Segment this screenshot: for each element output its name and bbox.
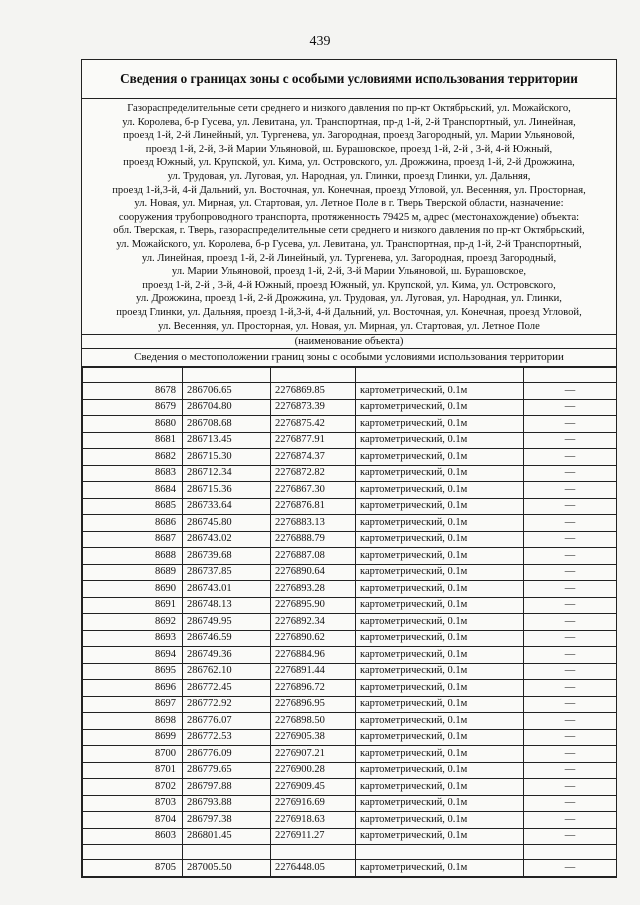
table-row — [83, 630, 617, 647]
coord-y: 2276895.90 — [271, 597, 356, 614]
accuracy-dash: — — [524, 482, 617, 499]
method-cell: картометрический, 0.1м — [356, 581, 524, 598]
coord-x: 286772.45 — [183, 680, 271, 697]
accuracy-dash: — — [524, 860, 617, 877]
point-number: 8692 — [83, 614, 183, 631]
coord-x: 286743.02 — [183, 531, 271, 548]
object-description — [82, 99, 616, 333]
table-row — [83, 779, 617, 796]
table-row — [83, 564, 617, 581]
table-row — [83, 828, 617, 845]
point-number: 8704 — [83, 812, 183, 829]
table-row — [83, 729, 617, 746]
accuracy-dash: — — [524, 647, 617, 664]
coord-x: 286706.65 — [183, 383, 271, 400]
accuracy-dash: — — [524, 449, 617, 466]
page-number: 439 — [309, 34, 331, 49]
coord-y: 2276909.45 — [271, 779, 356, 796]
description-line: ул. Линейная, проезд 1-й, 2-й Линейный, ул. Тургенева, ул. Загородная, проезд Загородный, — [141, 252, 557, 264]
coord-y: 2276896.95 — [271, 696, 356, 713]
method-cell: картометрический, 0.1м — [356, 515, 524, 532]
accuracy-dash: — — [524, 383, 617, 400]
point-number: 8700 — [83, 746, 183, 763]
method-cell: картометрический, 0.1м — [356, 696, 524, 713]
coord-y: 2276877.91 — [271, 432, 356, 449]
description-line: ул. Можайского, ул. Королева, б-р Гусева, ул. Левитана, ул. Транспортная, пр-д 1-й, 2-й Транспортный, — [116, 238, 582, 250]
coord-y: 2276875.42 — [271, 416, 356, 433]
method-cell: картометрический, 0.1м — [356, 647, 524, 664]
point-number: 8693 — [83, 630, 183, 647]
method-cell: картометрический, 0.1м — [356, 614, 524, 631]
coord-y: 2276896.72 — [271, 680, 356, 697]
method-cell: картометрический, 0.1м — [356, 860, 524, 877]
point-number: 8681 — [83, 432, 183, 449]
point-number: 8702 — [83, 779, 183, 796]
accuracy-dash: — — [524, 663, 617, 680]
table-row — [83, 399, 617, 416]
table-row — [83, 548, 617, 565]
empty-cell — [271, 368, 356, 383]
accuracy-dash: — — [524, 795, 617, 812]
coord-x: 286715.30 — [183, 449, 271, 466]
table-row — [83, 515, 617, 532]
table-row — [83, 614, 617, 631]
method-cell: картометрический, 0.1м — [356, 383, 524, 400]
accuracy-dash: — — [524, 762, 617, 779]
method-cell: картометрический, 0.1м — [356, 465, 524, 482]
coord-y: 2276883.13 — [271, 515, 356, 532]
coord-x: 286772.92 — [183, 696, 271, 713]
description-line: проезд 1-й, 2-й , 3-й, 4-й Южный, проезд Южный, ул. Крупской, ул. Кима, ул. Островского, — [142, 279, 556, 291]
table-row — [83, 663, 617, 680]
form-title: Сведения о границах зоны с особыми условиями использования территории — [82, 60, 616, 99]
empty-cell — [524, 845, 617, 860]
object-caption: (наименование объекта) — [82, 334, 616, 348]
table-row — [83, 762, 617, 779]
coord-y: 2276876.81 — [271, 498, 356, 515]
table-row — [83, 812, 617, 829]
description-line: ул. Новая, ул. Мирная, ул. Стартовая, ул. Летное Поле в г. Тверь Тверской области, назначение: — [134, 198, 564, 210]
point-number: 8685 — [83, 498, 183, 515]
coord-x: 286708.68 — [183, 416, 271, 433]
empty-cell — [356, 368, 524, 383]
coord-y: 2276905.38 — [271, 729, 356, 746]
method-cell: картометрический, 0.1м — [356, 399, 524, 416]
coord-y: 2276884.96 — [271, 647, 356, 664]
method-cell: картометрический, 0.1м — [356, 729, 524, 746]
point-number: 8698 — [83, 713, 183, 730]
coordinates-table — [82, 367, 617, 877]
accuracy-dash: — — [524, 729, 617, 746]
accuracy-dash: — — [524, 581, 617, 598]
description-line: проезд Южный, ул. Крупской, ул. Кима, ул. Островского, ул. Дрожжина, проезд 1-й, 2-й Дрожжина, — [123, 157, 575, 169]
description-line: ул. Трудовая, ул. Луговая, ул. Народная, ул. Глинки, проезд Глинки, ул. Дальняя, — [167, 170, 531, 182]
table-row — [83, 498, 617, 515]
accuracy-dash: — — [524, 614, 617, 631]
point-number: 8691 — [83, 597, 183, 614]
coord-y: 2276916.69 — [271, 795, 356, 812]
method-cell: картометрический, 0.1м — [356, 713, 524, 730]
section-title: Сведения о местоположении границ зоны с особыми условиями использования территории — [82, 348, 616, 367]
method-cell: картометрический, 0.1м — [356, 812, 524, 829]
method-cell: картометрический, 0.1м — [356, 531, 524, 548]
coord-y: 2276873.39 — [271, 399, 356, 416]
table-row — [83, 713, 617, 730]
point-number: 8687 — [83, 531, 183, 548]
method-cell: картометрический, 0.1м — [356, 449, 524, 466]
empty-cell — [183, 368, 271, 383]
coord-y: 2276893.28 — [271, 581, 356, 598]
accuracy-dash: — — [524, 548, 617, 565]
coord-x: 286749.36 — [183, 647, 271, 664]
point-number: 8690 — [83, 581, 183, 598]
description-line: проезд 1-й, 2-й Линейный, ул. Тургенева, ул. Загородная, проезд Загородный, ул. Марии Ульяновой, — [123, 130, 575, 142]
point-number: 8699 — [83, 729, 183, 746]
method-cell: картометрический, 0.1м — [356, 482, 524, 499]
coord-x: 286749.95 — [183, 614, 271, 631]
method-cell: картометрический, 0.1м — [356, 416, 524, 433]
accuracy-dash: — — [524, 680, 617, 697]
point-number: 8694 — [83, 647, 183, 664]
description-line: ул. Весенняя, ул. Просторная, ул. Новая, ул. Мирная, ул. Стартовая, ул. Летное Поле — [158, 320, 540, 332]
accuracy-dash: — — [524, 746, 617, 763]
table-row — [83, 482, 617, 499]
table-row — [83, 597, 617, 614]
table-row — [83, 581, 617, 598]
coord-y: 2276888.79 — [271, 531, 356, 548]
coord-x: 286748.13 — [183, 597, 271, 614]
accuracy-dash: — — [524, 515, 617, 532]
coord-x: 286776.07 — [183, 713, 271, 730]
method-cell: картометрический, 0.1м — [356, 828, 524, 845]
coord-x: 286772.53 — [183, 729, 271, 746]
table-row — [83, 416, 617, 433]
coord-y: 2276890.62 — [271, 630, 356, 647]
coord-y: 2276887.08 — [271, 548, 356, 565]
table-row — [83, 746, 617, 763]
method-cell: картометрический, 0.1м — [356, 548, 524, 565]
accuracy-dash: — — [524, 564, 617, 581]
coord-x: 286762.10 — [183, 663, 271, 680]
table-row — [83, 465, 617, 482]
coord-x: 286713.45 — [183, 432, 271, 449]
table-row — [83, 795, 617, 812]
coord-x: 286776.09 — [183, 746, 271, 763]
coord-y: 2276892.34 — [271, 614, 356, 631]
description-line: сооружения трубопроводного транспорта, протяженность 79425 м, адрес (местонахождение) объекта: — [118, 211, 580, 223]
accuracy-dash: — — [524, 812, 617, 829]
description-line: проезд 1-й,3-й, 4-й Дальний, ул. Восточная, ул. Конечная, проезд Угловой, ул. Весенняя, ул. Просторная, — [112, 184, 586, 196]
description-line: ул. Дрожжина, проезд 1-й, 2-й Дрожжина, ул. Трудовая, ул. Луговая, ул. Народная, ул. Глинки, — [136, 293, 562, 305]
coord-y: 2276898.50 — [271, 713, 356, 730]
coord-x: 286712.34 — [183, 465, 271, 482]
accuracy-dash: — — [524, 465, 617, 482]
coord-y: 2276900.28 — [271, 762, 356, 779]
point-number: 8701 — [83, 762, 183, 779]
coord-y: 2276867.30 — [271, 482, 356, 499]
coord-x: 287005.50 — [183, 860, 271, 877]
coord-x: 286793.88 — [183, 795, 271, 812]
table-row — [83, 432, 617, 449]
method-cell: картометрический, 0.1м — [356, 795, 524, 812]
point-number: 8679 — [83, 399, 183, 416]
point-number: 8684 — [83, 482, 183, 499]
empty-cell — [356, 845, 524, 860]
method-cell: картометрический, 0.1м — [356, 663, 524, 680]
coord-x: 286715.36 — [183, 482, 271, 499]
accuracy-dash: — — [524, 696, 617, 713]
accuracy-dash: — — [524, 531, 617, 548]
point-number: 8689 — [83, 564, 183, 581]
coord-x: 286737.85 — [183, 564, 271, 581]
description-line: ул. Королева, б-р Гусева, ул. Левитана, ул. Транспортная, пр-д 1-й, 2-й Транспортный, ул. Линейная, — [122, 116, 576, 128]
point-number: 8697 — [83, 696, 183, 713]
coord-x: 286745.80 — [183, 515, 271, 532]
method-cell: картометрический, 0.1м — [356, 498, 524, 515]
accuracy-dash: — — [524, 713, 617, 730]
table-row — [83, 860, 617, 877]
coord-x: 286797.88 — [183, 779, 271, 796]
accuracy-dash: — — [524, 399, 617, 416]
method-cell: картометрический, 0.1м — [356, 762, 524, 779]
coord-y: 2276891.44 — [271, 663, 356, 680]
point-number: 8603 — [83, 828, 183, 845]
table-row — [83, 531, 617, 548]
point-number: 8680 — [83, 416, 183, 433]
description-line: проезд Глинки, ул. Дальняя, проезд 1-й,3-й, 4-й Дальний, ул. Восточная, ул. Конечная, проезд Угловой, — [116, 306, 582, 318]
description-line: Газораспределительные сети среднего и низкого давления по пр-кт Октябрьский, ул. Можайского, — [127, 103, 571, 114]
coord-x: 286779.65 — [183, 762, 271, 779]
table-row — [83, 383, 617, 400]
accuracy-dash: — — [524, 779, 617, 796]
coord-y: 2276869.85 — [271, 383, 356, 400]
coord-y: 2276911.27 — [271, 828, 356, 845]
coord-x: 286743.01 — [183, 581, 271, 598]
point-number: 8705 — [83, 860, 183, 877]
coord-x: 286797.38 — [183, 812, 271, 829]
method-cell: картометрический, 0.1м — [356, 746, 524, 763]
description-line: проезд 1-й, 2-й, 3-й Марии Ульяновой, ш. Бурашовское, проезд 1-й, 2-й , 3-й, 4-й Южный, — [145, 143, 553, 155]
point-number: 8686 — [83, 515, 183, 532]
table-row — [83, 647, 617, 664]
accuracy-dash: — — [524, 597, 617, 614]
method-cell: картометрический, 0.1м — [356, 680, 524, 697]
point-number: 8688 — [83, 548, 183, 565]
header-spacer-row — [83, 368, 617, 383]
coord-x: 286801.45 — [183, 828, 271, 845]
point-number: 8683 — [83, 465, 183, 482]
method-cell: картометрический, 0.1м — [356, 597, 524, 614]
table-row — [83, 696, 617, 713]
point-number: 8678 — [83, 383, 183, 400]
coord-x: 286739.68 — [183, 548, 271, 565]
method-cell: картометрический, 0.1м — [356, 432, 524, 449]
table-row — [83, 449, 617, 466]
coord-x: 286746.59 — [183, 630, 271, 647]
coord-y: 2276907.21 — [271, 746, 356, 763]
method-cell: картометрический, 0.1м — [356, 779, 524, 796]
empty-cell — [183, 845, 271, 860]
empty-cell — [271, 845, 356, 860]
point-number: 8695 — [83, 663, 183, 680]
description-line: обл. Тверская, г. Тверь, газораспределительные сети среднего и низкого давления по пр-кт Октябрьский, — [113, 225, 585, 237]
accuracy-dash: — — [524, 828, 617, 845]
method-cell: картометрический, 0.1м — [356, 630, 524, 647]
description-line: ул. Марии Ульяновой, проезд 1-й, 2-й, 3-й Марии Ульяновой, ш. Бурашовское, — [171, 266, 527, 278]
empty-cell — [524, 368, 617, 383]
coord-y: 2276890.64 — [271, 564, 356, 581]
coord-x: 286704.80 — [183, 399, 271, 416]
separator-row — [83, 845, 617, 860]
coord-x: 286733.64 — [183, 498, 271, 515]
coord-y: 2276918.63 — [271, 812, 356, 829]
accuracy-dash: — — [524, 630, 617, 647]
accuracy-dash: — — [524, 416, 617, 433]
zone-boundary-form — [81, 59, 617, 878]
method-cell: картометрический, 0.1м — [356, 564, 524, 581]
point-number: 8682 — [83, 449, 183, 466]
point-number: 8696 — [83, 680, 183, 697]
empty-cell — [83, 845, 183, 860]
coord-y: 2276874.37 — [271, 449, 356, 466]
accuracy-dash: — — [524, 498, 617, 515]
coord-y: 2276872.82 — [271, 465, 356, 482]
accuracy-dash: — — [524, 432, 617, 449]
coord-y: 2276448.05 — [271, 860, 356, 877]
empty-cell — [83, 368, 183, 383]
point-number: 8703 — [83, 795, 183, 812]
table-row — [83, 680, 617, 697]
